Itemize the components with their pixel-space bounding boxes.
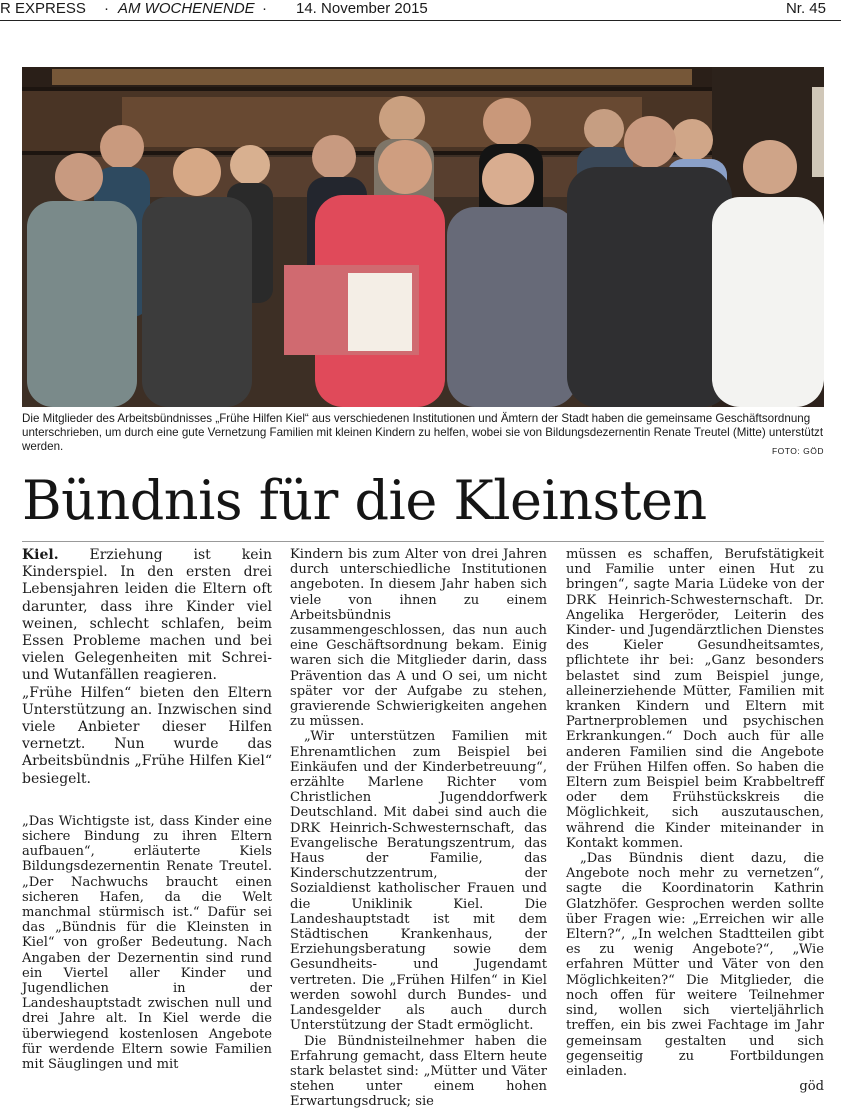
body-paragraph: Die Bündnisteilnehmer haben die Erfahrung gemacht, dass Eltern heute stark belastet sind: „Mütter und Väter stehen unter einem hohen Erwartungsdruck; sie [290,1033,547,1110]
body-paragraph: „Das Bündnis dient dazu, die Angebote noch mehr zu vernetzen“, sagte die Koordinatorin Kathrin Glatzhöfer. Gesprochen werden sollte über Fragen wie: „Erreichen wir alle Eltern?“, „In welchen Stadtteilen gibt es zu wenig Angebote?“, „Wie erfahren Mütter und Väter von den Möglichkeiten?“ Die Mitglieder, die noch offen für weitere Teilnehmer sind, wollen sich vierteljährlich treffen, ein bis zwei Fachtage im Jahr gemeinsam gestalten und sich gegenseitig zu Fortbildungen einladen. [566,851,824,1079]
photo-credit: FOTO: GÖD [771,446,824,456]
issue-date: 14. November 2015 [296,0,428,17]
body-paragraph: Kindern bis zum Alter von drei Jahren durch unterschiedliche Institutionen angeboten. In diesem Jahr haben sich viele von ihnen zu einem Arbeitsbündnis zusammengeschlossen, das nun auch eine Geschäftsordnung bekam. Einig waren sich die Mitglieder darin, dass Prävention das A und O sei, um nicht später vor der Aufgabe zu stehen, gravierende Schwierigkeiten angehen zu müssen. [290,547,547,730]
newspaper-name: R EXPRESS [0,0,86,17]
page-header [0,0,841,21]
header-separator: · [104,0,109,17]
lead-text: Erziehung ist kein Kinderspiel. In den ersten drei Lebensjahren leiden die Eltern oft darunter, dass ihre Kinder viel weinen, schlecht schlafen, beim Essen Probleme machen und bei vielen Gelegenheiten mit Schrei- und Wutanfällen reagieren. [22,547,272,684]
body-paragraph: „Das Wichtigste ist, dass Kinder eine sichere Bindung zu ihren Eltern aufbauen“, erläuterte Kiels Bildungsdezernentin Renate Treutel. „Der Nachwuchs braucht einen sicheren Hafen, da die Welt manchmal stürmisch ist.“ Dafür sei das „Bündnis für die Kleinsten in Kiel“ von großer Bedeutung. Nach Angaben der Dezernentin sind rund ein Viertel aller Kinder und Jugendlichen in der Landeshauptstadt zwischen null und drei Jahre alt. In Kiel werde die überwiegend kostenlosen Angebote für werdende Eltern sowie Familien mit Säuglingen und mit [22,813,272,1073]
section-name: AM WOCHENENDE [118,0,255,17]
header-separator: · [262,0,267,17]
group-photo-illustration [22,67,824,407]
issue-number: Nr. 45 [785,0,826,17]
group-photo [22,67,824,407]
dateline: Kiel. [22,547,59,563]
lead-paragraph-2: „Frühe Hilfen“ bieten den Eltern Unterstützung an. Inzwischen sind viele Anbieter dieser Hilfen vernetzt. Nun wurde das Arbeitsbündnis „Frühe Hilfen Kiel“ besiegelt. [22,684,272,787]
lead-paragraph [22,547,272,685]
article-column-2 [290,547,547,1110]
article-column-1 [22,547,272,1072]
divider [22,541,824,542]
article-column-3 [566,547,824,1094]
article-headline: Bündnis für die Kleinsten [22,469,707,532]
body-paragraph: „Wir unterstützen Familien mit Ehrenamtlichen zum Beispiel bei Einkäufen und der Kinderbetreuung“, erzählte Marlene Richter vom Christlichen Jugenddorfwerk Deutschland. Mit dabei sind auch die DRK Heinrich-Schwesternschaft, das Evangelische Beratungszentrum, das Haus der Familie, das Kinderschutzzentrum, der Sozialdienst katholischer Frauen und die Uniklinik Kiel. Die Landeshauptstadt ist mit dem Städtischen Krankenhaus, der Erziehungsberatung sowie dem Gesundheits- und Jugendamt vertreten. Die „Frühen Hilfen“ in Kiel werden sowohl durch Bundes- und Landesgelder als auch durch Unterstützung der Stadt ermöglicht. [290,729,547,1034]
author-signature: göd [799,1079,824,1095]
photo-caption: Die Mitglieder des Arbeitsbündnisses „Frühe Hilfen Kiel“ aus verschiedenen Institutionen und Ämtern der Stadt haben die gemeinsame Geschäftsordnung unterschrieben, um durch eine gute Vernetzung Familien mit kleinen Kindern zu helfen, wobei sie von Bildungsdezernentin Renate Treutel (Mitte) unterstützt werden. [22,412,824,453]
body-paragraph: müssen es schaffen, Berufstätigkeit und Familie unter einen Hut zu bringen“, sagte Maria Lüdeke von der DRK Heinrich-Schwesternschaft. Dr. Angelika Hergeröder, Leiterin des Kinder- und Jugendärztlichen Dienstes des Kieler Gesundheitsamtes, pflichtete ihr bei: „Ganz besonders belastet sind zum Beispiel junge, alleinerziehende Mütter, Familien mit kranken Kindern und Eltern mit Partnerproblemen und psychischen Erkrankungen.“ Doch auch für alle anderen Familien sind die Angebote der Frühen Hilfen offen. So haben die Eltern zum Beispiel beim Krabbeltreff oder dem Frühstückskreis die Möglichkeit, sich auszutauschen, während die Kinder miteinander in Kontakt kommen. [566,547,824,851]
